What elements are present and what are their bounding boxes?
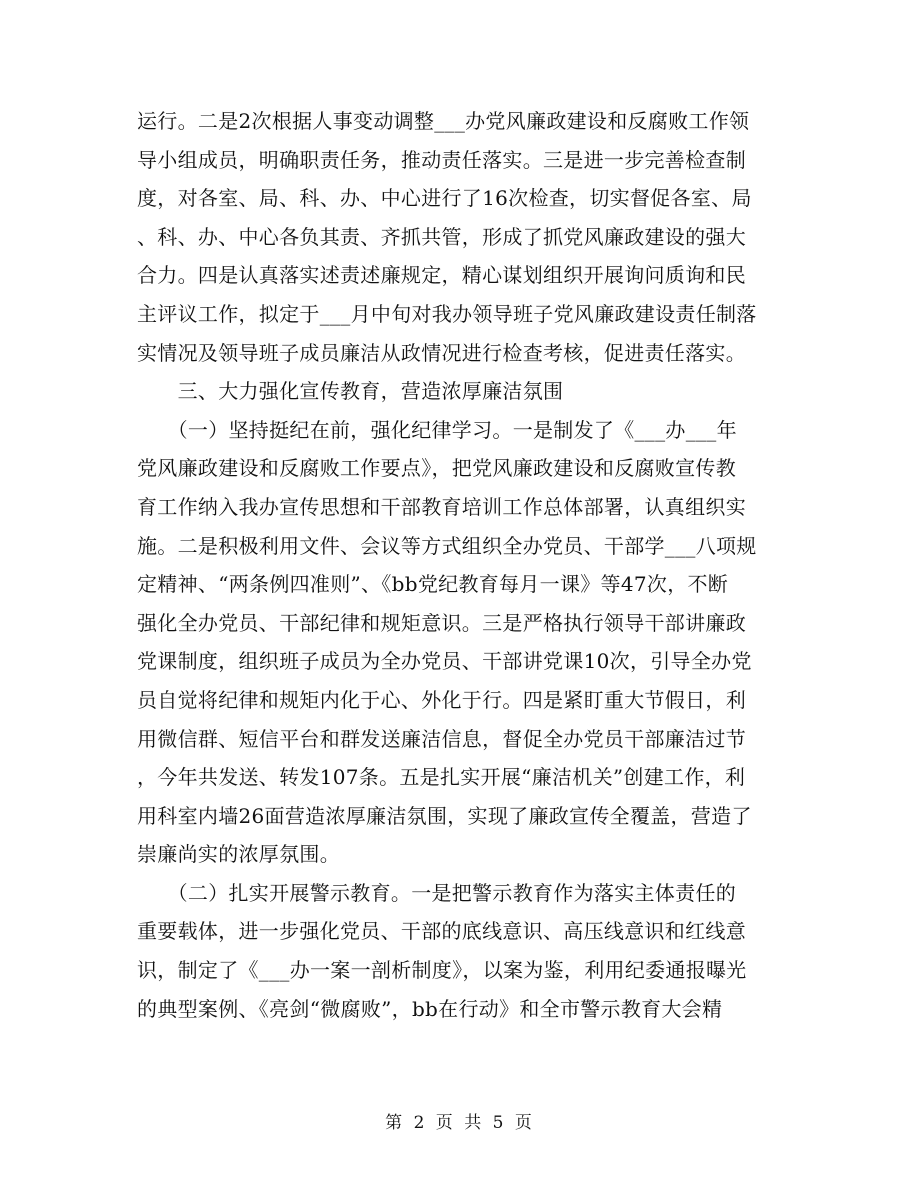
text-line-22: 重要载体，进一步强化党员、干部的底线意识、高压线意识和红线意: [137, 919, 746, 944]
text-line-19: 用科室内墙26面营造浓厚廉洁氛围，实现了廉政宣传全覆盖，营造了: [137, 803, 752, 828]
text-line-12: 施。二是积极利用文件、会议等方式组织全办党员、干部学___八项规: [137, 533, 757, 558]
text-line-13: 定精神、“两条例四准则”、《bb党纪教育每月一课》等47次，不断: [137, 572, 729, 597]
text-line-15: 党课制度，组织班子成员为全办党员、干部讲党课10次，引导全办党: [137, 649, 752, 674]
text-line-9: （一）坚持挺纪在前，强化纪律学习。一是制发了《___办___年: [137, 417, 737, 442]
text-line-7: 实情况及领导班子成员廉洁从政情况进行检查考核，促进责任落实。: [137, 340, 746, 365]
text-line-5: 合力。四是认真落实述责述廉规定，精心谋划组织开展询问质询和民: [137, 263, 746, 288]
section-heading: 三、大力强化宣传教育，营造浓厚廉洁氛围: [137, 379, 564, 404]
text-line-18: ，今年共发送、转发107条。五是扎实开展“廉洁机关”创建工作，利: [137, 765, 746, 790]
text-line-10: 党风廉政建设和反腐败工作要点》，把党风廉政建设和反腐败宣传教: [137, 456, 736, 481]
text-line-1: 运行。二是2次根据人事变动调整___办党风廉政建设和反腐败工作领: [137, 109, 750, 133]
text-line-20: 崇廉尚实的浓厚氛围。: [137, 842, 340, 867]
text-line-11: 育工作纳入我办宣传思想和干部教育培训工作总体部署，认真组织实: [137, 494, 746, 519]
text-line-14: 强化全办党员、干部纪律和规矩意识。三是严格执行领导干部讲廉政: [137, 610, 746, 635]
text-line-3: 度，对各室、局、科、办、中心进行了16次检查，切实督促各室、局: [137, 186, 752, 211]
text-line-17: 用微信群、短信平台和群发送廉洁信息，督促全办党员干部廉洁过节: [137, 726, 746, 751]
text-line-2: 导小组成员，明确职责任务，推动责任落实。三是进一步完善检查制: [137, 147, 746, 172]
text-line-21: （二）扎实开展警示教育。一是把警示教育作为落实主体责任的: [137, 880, 736, 905]
text-line-23: 识，制定了《___办一案一剖析制度》，以案为鉴，利用纪委通报曝光: [137, 958, 747, 983]
text-line-16: 员自觉将纪律和规矩内化于心、外化于行。四是紧盯重大节假日，利: [137, 687, 746, 712]
document-body: [137, 102, 787, 1028]
page-number-footer: 第 2 页 共 5 页: [385, 1113, 535, 1133]
text-line-24: 的典型案例、《亮剑“微腐败”，bb在行动》和全市警示教育大会精: [137, 996, 723, 1021]
text-line-4: 、科、办、中心各负其责、齐抓共管，形成了抓党风廉政建设的强大: [137, 224, 746, 249]
text-line-6: 主评议工作，拟定于___月中旬对我办领导班子党风廉政建设责任制落: [137, 301, 757, 326]
